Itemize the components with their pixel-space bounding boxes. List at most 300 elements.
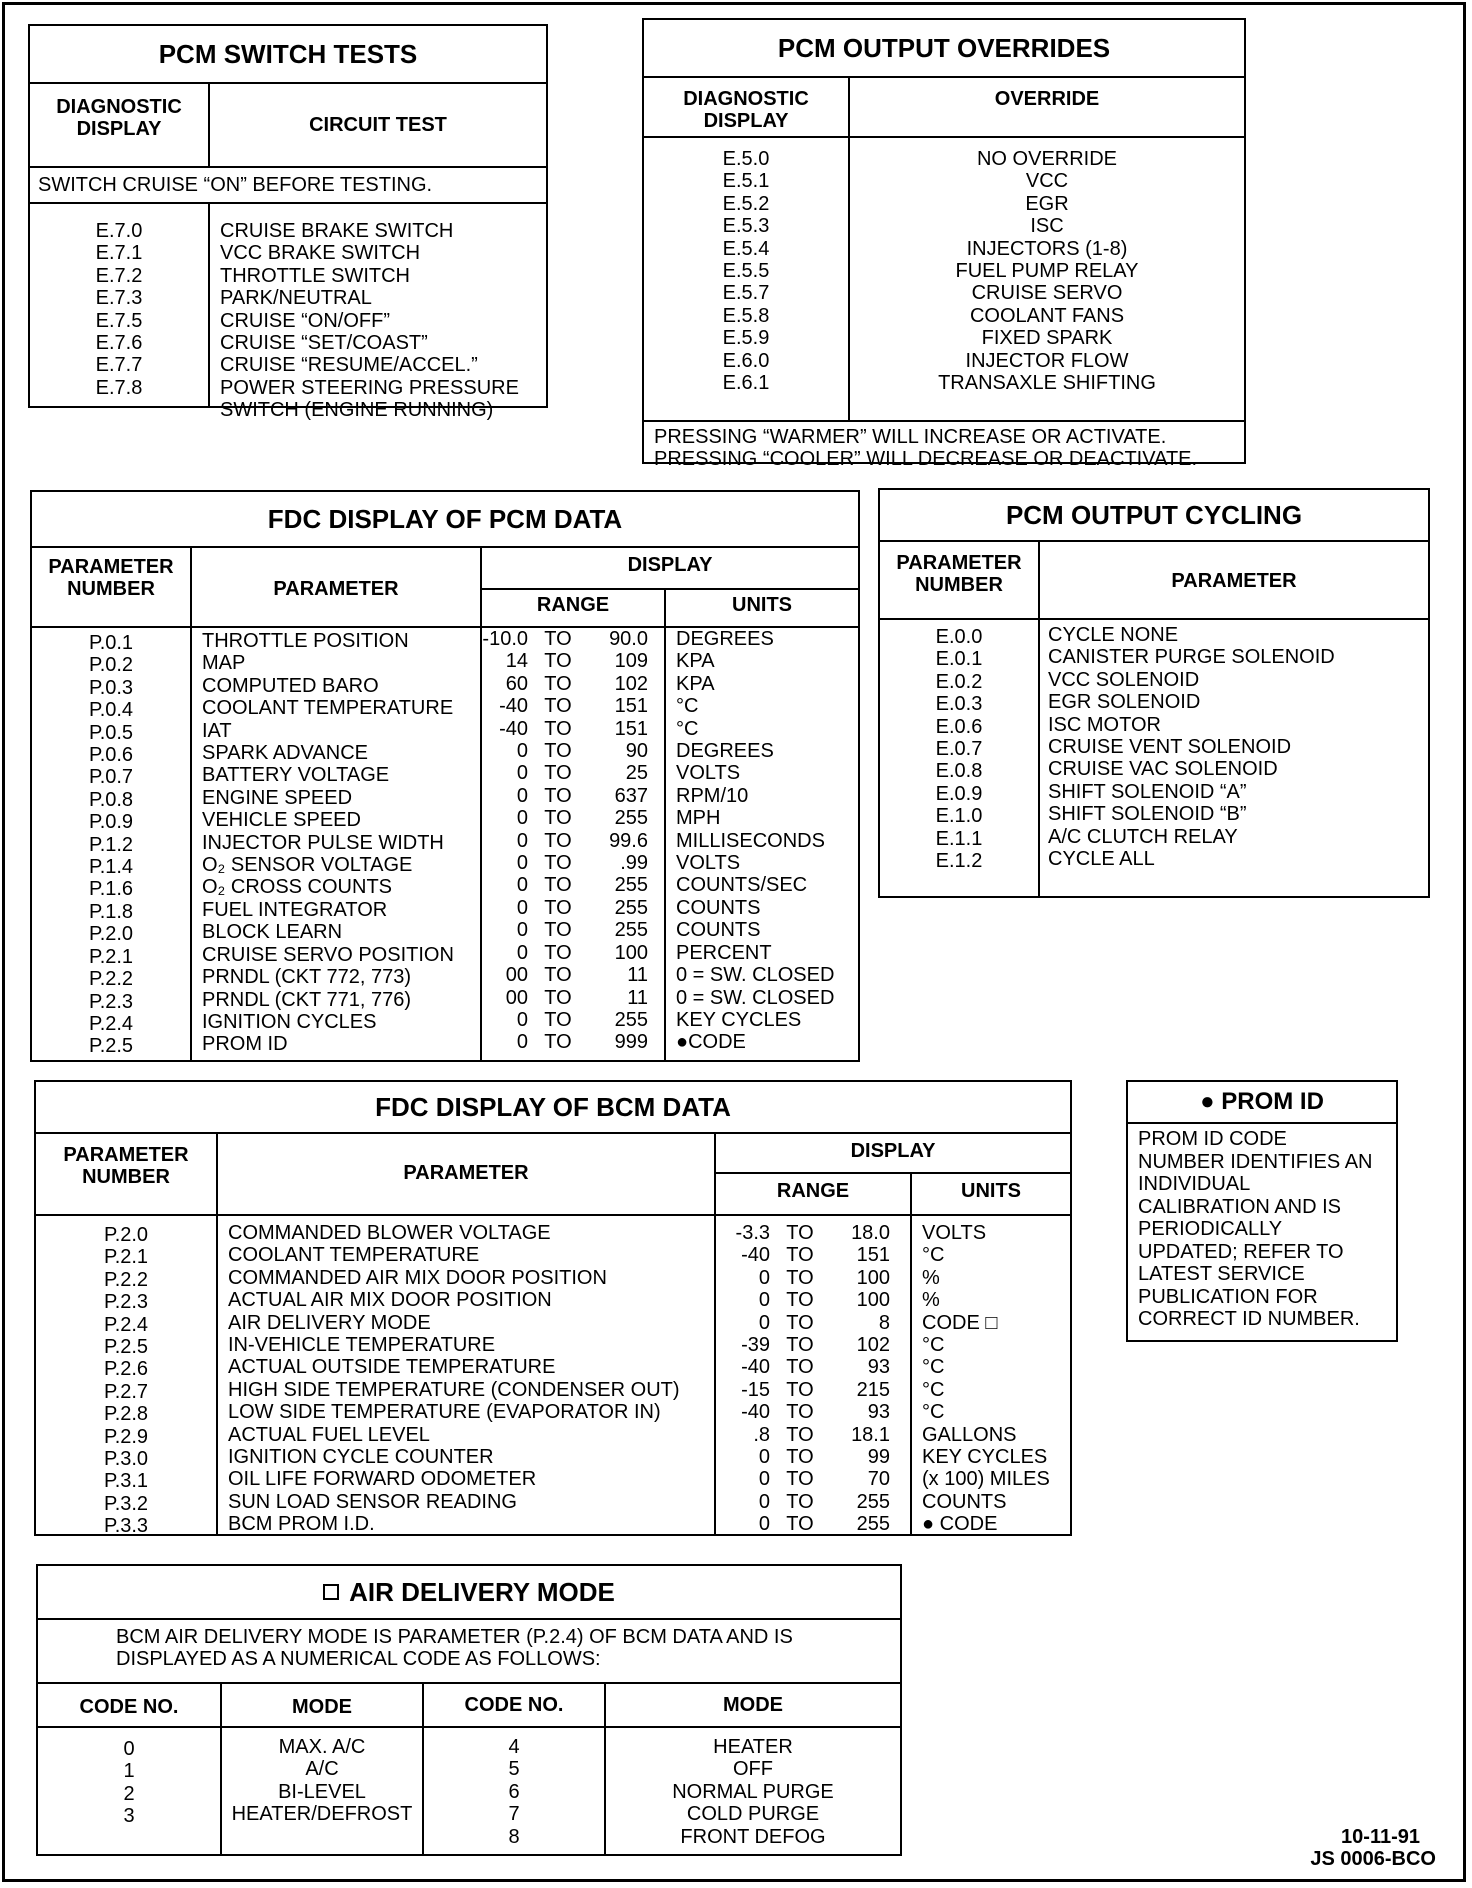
parameter-name: ENGINE SPEED: [202, 786, 353, 809]
parameter-name: COOLANT TEMPERATURE: [228, 1244, 480, 1267]
diagnostic-code: E.7.1: [95, 242, 143, 265]
range-to: TO: [544, 672, 572, 695]
parameter-name: AIR DELIVERY MODE: [228, 1311, 431, 1334]
range-to: TO: [544, 650, 572, 673]
col-header-code-no-2: CODE NO.: [464, 1694, 564, 1716]
override-name: EGR: [1025, 192, 1069, 215]
parameter-name: HIGH SIDE TEMPERATURE (CONDENSER OUT): [228, 1378, 680, 1401]
parameter-number: P.1.4: [88, 856, 134, 879]
range-low: -40: [741, 1356, 770, 1379]
range-to: TO: [786, 1468, 814, 1491]
range-low: -10.0: [482, 628, 528, 650]
parameter-name: VEHICLE SPEED: [202, 809, 361, 832]
range-to: TO: [544, 919, 572, 942]
parameter-name: IGNITION CYCLE COUNTER: [228, 1446, 494, 1469]
range-low: -40: [741, 1401, 770, 1424]
col-header-parameter: PARAMETER: [403, 1162, 529, 1184]
code-number: 1: [123, 1760, 135, 1783]
parameter-number: P.0.6: [88, 744, 134, 767]
col-header-parameter: PARAMETER: [1171, 570, 1297, 592]
units-value: VOLTS: [676, 762, 741, 785]
cycling-code: E.0.6: [935, 715, 983, 738]
parameter-name: BCM PROM I.D.: [228, 1513, 375, 1536]
col-header-parameter-number: PARAMETER NUMBER: [48, 556, 174, 600]
bcm-units-column: [922, 1222, 1050, 1536]
range-row: [722, 1424, 912, 1446]
switch-tests-column: [220, 220, 519, 422]
parameter-name: ACTUAL FUEL LEVEL: [228, 1423, 430, 1446]
override-name: FUEL PUMP RELAY: [955, 260, 1139, 283]
mode-name: MAX. A/C: [278, 1736, 366, 1758]
col-header-circuit-test: CIRCUIT TEST: [309, 114, 447, 136]
range-row: [480, 762, 664, 784]
range-to: TO: [544, 986, 572, 1009]
range-row: [722, 1312, 912, 1334]
range-row: [480, 897, 664, 919]
panel-title: FDC DISPLAY OF BCM DATA: [36, 1082, 1070, 1134]
override-name: ISC: [1030, 215, 1064, 238]
range-high: 18.0: [851, 1222, 890, 1244]
range-high: 151: [614, 717, 648, 740]
range-high: 100: [614, 941, 648, 964]
range-to: TO: [544, 896, 572, 919]
range-row: [480, 987, 664, 1009]
footer-date: 10-11-91: [1341, 1826, 1420, 1848]
override-name: INJECTORS (1-8): [966, 237, 1128, 260]
units-value: KPA: [676, 650, 715, 673]
range-low: 0: [516, 829, 528, 852]
parameter-name: ACTUAL AIR MIX DOOR POSITION: [228, 1289, 552, 1312]
mode-name: BI-LEVEL: [278, 1780, 366, 1803]
parameter-name: MAP: [202, 652, 246, 675]
range-to: TO: [544, 784, 572, 807]
units-value: °C: [922, 1356, 945, 1379]
range-to: TO: [544, 628, 572, 650]
col-header-mode-2: MODE: [723, 1694, 783, 1716]
diagnostic-code: E.7.0: [95, 220, 143, 242]
parameter-name: COMMANDED AIR MIX DOOR POSITION: [228, 1266, 607, 1289]
range-row: [722, 1491, 912, 1513]
diagnostic-code: E.5.7: [722, 282, 770, 305]
override-name: TRANSAXLE SHIFTING: [938, 372, 1156, 395]
units-value: MPH: [676, 807, 721, 830]
parameter-number: P.2.6: [103, 1358, 149, 1381]
parameter-name: COMMANDED BLOWER VOLTAGE: [228, 1222, 551, 1244]
parameter-name: CRUISE SERVO POSITION: [202, 943, 454, 966]
col-header-override: OVERRIDE: [994, 88, 1100, 110]
units-value: ● CODE: [922, 1513, 998, 1536]
bcm-parameter-names: [228, 1222, 680, 1536]
parameter-number: P.1.8: [88, 900, 134, 923]
units-value: °C: [922, 1401, 945, 1424]
range-to: TO: [544, 829, 572, 852]
units-value: PERCENT: [676, 941, 772, 964]
units-value: °C: [676, 695, 699, 718]
range-low: -3.3: [735, 1222, 770, 1244]
parameter-name: PRNDL (CKT 771, 776): [202, 988, 411, 1011]
diagnostic-code: E.5.8: [722, 304, 770, 327]
range-high: 999: [614, 1031, 648, 1054]
range-low: 0: [758, 1311, 770, 1334]
range-row: [480, 628, 664, 650]
units-value: KEY CYCLES: [922, 1446, 1048, 1469]
range-high: 215: [856, 1378, 890, 1401]
range-row: [480, 673, 664, 695]
range-high: 102: [614, 672, 648, 695]
range-low: 00: [505, 986, 528, 1009]
range-low: -39: [741, 1334, 770, 1357]
circuit-test: POWER STEERING PRESSURE: [220, 376, 519, 399]
cycling-code: E.0.3: [935, 693, 983, 716]
range-high: 151: [614, 695, 648, 718]
units-value: KPA: [676, 672, 715, 695]
units-value: °C: [676, 717, 699, 740]
range-row: [722, 1334, 912, 1356]
diagnostic-code: E.7.5: [95, 309, 143, 332]
parameter-number: P.2.3: [103, 1291, 149, 1314]
circuit-test: VCC BRAKE SWITCH: [220, 242, 421, 265]
range-low: 0: [516, 1008, 528, 1031]
air-delivery-description: BCM AIR DELIVERY MODE IS PARAMETER (P.2.4) OF BCM DATA AND IS DISPLAYED AS A NUMERICAL CODE AS FOLLOWS:: [116, 1626, 793, 1670]
panel-title: FDC DISPLAY OF PCM DATA: [32, 492, 858, 548]
diagnostic-code: E.5.1: [722, 170, 770, 193]
units-value: DEGREES: [676, 740, 774, 763]
cycling-parameter: EGR SOLENOID: [1048, 691, 1201, 714]
units-value: %: [922, 1266, 940, 1289]
mode-name: OFF: [733, 1758, 773, 1781]
range-row: [480, 852, 664, 874]
circuit-test: SWITCH (ENGINE RUNNING): [220, 399, 494, 422]
col-header-range: RANGE: [776, 1180, 850, 1202]
cycling-code: E.0.9: [935, 782, 983, 805]
parameter-number: P.0.8: [88, 788, 134, 811]
parameter-number: P.2.5: [103, 1336, 149, 1359]
range-row: [480, 807, 664, 829]
range-high: 25: [625, 762, 648, 785]
col-header-display: DISPLAY: [850, 1140, 936, 1162]
col-header-mode-1: MODE: [292, 1696, 352, 1718]
parameter-number: P.2.3: [88, 990, 134, 1013]
cycling-code: E.1.2: [935, 850, 983, 873]
override-name: CRUISE SERVO: [971, 282, 1123, 305]
range-to: TO: [544, 874, 572, 897]
units-value: GALLONS: [922, 1423, 1017, 1446]
parameter-number: P.0.7: [88, 766, 134, 789]
code-number: 0: [123, 1738, 135, 1760]
switch-codes-column: [30, 220, 208, 422]
range-high: 151: [856, 1244, 890, 1267]
parameter-number: P.1.2: [88, 833, 134, 856]
parameter-number: P.0.1: [88, 632, 134, 654]
col-header-parameter-number: PARAMETER NUMBER: [63, 1144, 189, 1188]
parameter-number: P.2.2: [88, 968, 134, 991]
units-value: °C: [922, 1244, 945, 1267]
range-low: 0: [516, 784, 528, 807]
checkbox-square-icon: [323, 1584, 339, 1600]
range-high: 99: [867, 1446, 890, 1469]
parameter-name: BLOCK LEARN: [202, 921, 343, 944]
range-to: TO: [544, 695, 572, 718]
diagnostic-code: E.5.4: [722, 237, 770, 260]
air-delivery-mode-panel: [36, 1564, 902, 1856]
override-codes-column: [644, 148, 848, 394]
diagnostic-code: E.7.7: [95, 354, 143, 377]
diagnostic-code: E.5.3: [722, 215, 770, 238]
diagnostic-code: E.6.1: [722, 372, 770, 395]
parameter-number: P.2.9: [103, 1425, 149, 1448]
units-value: COUNTS/SEC: [676, 874, 808, 897]
range-low: .8: [753, 1423, 770, 1446]
col-header-parameter-number: PARAMETER NUMBER: [896, 552, 1022, 596]
range-to: TO: [786, 1266, 814, 1289]
diagnostic-code: E.5.0: [722, 148, 770, 170]
units-value: (x 100) MILES: [922, 1468, 1050, 1491]
range-low: 60: [505, 672, 528, 695]
fdc-pcm-data-panel: [30, 490, 860, 1062]
cycling-parameter: VCC SOLENOID: [1048, 668, 1200, 691]
code-number: 4: [508, 1736, 520, 1758]
parameter-name: IN-VEHICLE TEMPERATURE: [228, 1334, 496, 1357]
circuit-test: CRUISE “SET/COAST”: [220, 332, 428, 355]
range-to: TO: [786, 1222, 814, 1244]
cycling-parameters-column: [1048, 624, 1335, 870]
range-low: 0: [758, 1490, 770, 1513]
range-row: [480, 695, 664, 717]
diagnostic-code: E.7.3: [95, 287, 143, 310]
parameter-number: P.3.2: [103, 1492, 149, 1515]
range-row: [480, 919, 664, 941]
range-high: 99.6: [609, 829, 648, 852]
parameter-number: P.3.1: [103, 1470, 149, 1493]
range-high: 90.0: [609, 628, 648, 650]
units-value: KEY CYCLES: [676, 1008, 802, 1031]
range-low: 0: [516, 896, 528, 919]
mode-name: HEATER: [713, 1736, 793, 1758]
range-to: TO: [786, 1356, 814, 1379]
units-value: COUNTS: [676, 896, 761, 919]
parameter-number: P.2.8: [103, 1403, 149, 1426]
circuit-test: CRUISE BRAKE SWITCH: [220, 220, 454, 242]
parameter-name: IAT: [202, 719, 232, 742]
parameter-name: BATTERY VOLTAGE: [202, 764, 390, 787]
range-row: [722, 1513, 912, 1535]
override-name: INJECTOR FLOW: [965, 349, 1129, 372]
range-high: 93: [867, 1356, 890, 1379]
range-low: 0: [758, 1446, 770, 1469]
range-to: TO: [544, 762, 572, 785]
diagnostic-code: E.7.6: [95, 332, 143, 355]
parameter-name: O₂ CROSS COUNTS: [202, 876, 392, 899]
parameter-name: PROM ID: [202, 1033, 288, 1056]
bcm-range-column: [722, 1222, 912, 1536]
range-row: [722, 1267, 912, 1289]
cycling-code: E.1.0: [935, 805, 983, 828]
range-high: 255: [614, 807, 648, 830]
col-header-parameter: PARAMETER: [273, 578, 399, 600]
air-delivery-codes-right: [424, 1736, 604, 1848]
range-high: 255: [856, 1490, 890, 1513]
cycling-parameter: SHIFT SOLENOID “B”: [1048, 803, 1247, 826]
air-delivery-title: [38, 1566, 900, 1620]
parameter-name: COMPUTED BARO: [202, 674, 379, 697]
range-high: 637: [614, 784, 648, 807]
cycling-parameter: CRUISE VENT SOLENOID: [1048, 736, 1292, 759]
air-delivery-codes-left: [38, 1738, 220, 1828]
parameter-number: P.2.0: [103, 1224, 149, 1246]
parameter-name: SPARK ADVANCE: [202, 742, 368, 765]
pcm-output-cycling-panel: [878, 488, 1430, 898]
range-low: 0: [516, 1031, 528, 1054]
override-name: FIXED SPARK: [981, 327, 1113, 350]
range-to: TO: [544, 740, 572, 763]
range-high: 102: [856, 1334, 890, 1357]
pcm-parameter-names: [202, 630, 454, 1056]
diagnostic-code: E.6.0: [722, 349, 770, 372]
range-to: TO: [786, 1446, 814, 1469]
range-low: 0: [516, 852, 528, 875]
parameter-number: P.0.2: [88, 654, 134, 677]
cycling-parameter: CYCLE NONE: [1048, 624, 1179, 646]
range-low: 0: [516, 807, 528, 830]
cycling-code: E.0.2: [935, 670, 983, 693]
override-list-column: [850, 148, 1244, 394]
range-low: -40: [741, 1244, 770, 1267]
pcm-output-overrides-panel: [642, 18, 1246, 470]
range-row: [722, 1222, 912, 1244]
range-low: 0: [516, 874, 528, 897]
range-to: TO: [544, 1008, 572, 1031]
range-high: .99: [620, 852, 648, 875]
parameter-name: LOW SIDE TEMPERATURE (EVAPORATOR IN): [228, 1401, 661, 1424]
cycling-parameter: SHIFT SOLENOID “A”: [1048, 780, 1247, 803]
cycling-parameter: CYCLE ALL: [1048, 848, 1155, 871]
range-low: -40: [499, 717, 528, 740]
switch-tests-note: SWITCH CRUISE “ON” BEFORE TESTING.: [38, 174, 433, 196]
panel-title: PCM OUTPUT CYCLING: [880, 490, 1428, 542]
panel-title: PCM OUTPUT OVERRIDES: [644, 20, 1244, 78]
range-low: -15: [741, 1378, 770, 1401]
mode-name: A/C: [305, 1758, 339, 1781]
circuit-test: CRUISE “ON/OFF”: [220, 309, 390, 332]
override-name: NO OVERRIDE: [976, 148, 1118, 170]
range-high: 255: [614, 919, 648, 942]
cycling-parameter: CRUISE VAC SOLENOID: [1048, 758, 1278, 781]
range-to: TO: [786, 1378, 814, 1401]
fdc-bcm-data-panel: [34, 1080, 1072, 1536]
range-row: [722, 1356, 912, 1378]
pcm-units-column: [676, 628, 834, 1054]
units-value: COUNTS: [676, 919, 761, 942]
parameter-name: IGNITION CYCLES: [202, 1010, 377, 1033]
parameter-number: P.0.9: [88, 811, 134, 834]
units-value: 0 = SW. CLOSED: [676, 964, 835, 987]
range-high: 255: [856, 1513, 890, 1536]
range-high: 8: [878, 1311, 890, 1334]
parameter-number: P.2.4: [103, 1313, 149, 1336]
range-to: TO: [786, 1423, 814, 1446]
parameter-number: P.0.3: [88, 676, 134, 699]
range-high: 93: [867, 1401, 890, 1424]
range-high: 11: [627, 986, 648, 1009]
range-low: 14: [505, 650, 528, 673]
parameter-number: P.3.0: [103, 1448, 149, 1471]
range-row: [480, 942, 664, 964]
panel-title: PCM SWITCH TESTS: [30, 26, 546, 84]
col-header-units: UNITS: [961, 1180, 1021, 1202]
range-to: TO: [544, 1031, 572, 1054]
code-number: 8: [508, 1825, 520, 1848]
range-row: [480, 964, 664, 986]
range-to: TO: [544, 941, 572, 964]
cycling-parameter: A/C CLUTCH RELAY: [1048, 825, 1238, 848]
range-low: 0: [758, 1266, 770, 1289]
col-header-diagnostic-display: DIAGNOSTIC DISPLAY: [683, 88, 809, 132]
range-low: 0: [516, 941, 528, 964]
pcm-range-column: [480, 628, 664, 1054]
range-low: 0: [516, 762, 528, 785]
range-to: TO: [786, 1334, 814, 1357]
col-header-diagnostic-display: DIAGNOSTIC DISPLAY: [56, 96, 182, 140]
units-value: CODE □: [922, 1311, 998, 1334]
parameter-name: COOLANT TEMPERATURE: [202, 697, 454, 720]
range-to: TO: [786, 1244, 814, 1267]
override-name: VCC: [1025, 170, 1069, 193]
override-instructions: PRESSING “WARMER” WILL INCREASE OR ACTIVATE. PRESSING “COOLER” WILL DECREASE OR DEACTIVATE.: [654, 426, 1198, 470]
units-value: MILLISECONDS: [676, 829, 825, 852]
parameter-number: P.1.6: [88, 878, 134, 901]
parameter-name: FUEL INTEGRATOR: [202, 898, 388, 921]
code-number: 7: [508, 1803, 520, 1826]
range-high: 90: [625, 740, 648, 763]
range-to: TO: [786, 1311, 814, 1334]
range-row: [722, 1379, 912, 1401]
mode-name: NORMAL PURGE: [672, 1780, 834, 1803]
prom-id-panel: [1126, 1080, 1398, 1342]
panel-title: ● PROM ID: [1128, 1082, 1396, 1124]
col-header-range: RANGE: [536, 594, 610, 616]
col-header-display: DISPLAY: [627, 554, 713, 576]
diagnostic-code: E.5.9: [722, 327, 770, 350]
cycling-codes-column: [880, 626, 1038, 872]
circuit-test: THROTTLE SWITCH: [220, 264, 410, 287]
range-row: [722, 1401, 912, 1423]
bcm-parameter-numbers: [36, 1224, 216, 1538]
parameter-number: P.2.0: [88, 923, 134, 946]
diagnostic-code: E.7.8: [95, 376, 143, 399]
range-to: TO: [544, 717, 572, 740]
units-value: %: [922, 1289, 940, 1312]
diagnostic-code: E.5.2: [722, 192, 770, 215]
circuit-test: PARK/NEUTRAL: [220, 287, 372, 310]
footer-doc-id: JS 0006-BCO: [1310, 1848, 1436, 1870]
parameter-name: PRNDL (CKT 772, 773): [202, 966, 411, 989]
parameter-number: P.2.1: [88, 945, 134, 968]
range-high: 70: [867, 1468, 890, 1491]
parameter-name: THROTTLE POSITION: [202, 630, 409, 652]
col-header-code-no-1: CODE NO.: [79, 1696, 179, 1718]
units-value: 0 = SW. CLOSED: [676, 986, 835, 1009]
units-value: ●CODE: [676, 1031, 746, 1054]
pcm-parameter-numbers: [32, 632, 190, 1058]
range-row: [480, 830, 664, 852]
diagnostic-code: E.7.2: [95, 264, 143, 287]
range-row: [480, 1009, 664, 1031]
range-high: 18.1: [851, 1423, 890, 1446]
parameter-name: O₂ SENSOR VOLTAGE: [202, 854, 413, 877]
code-number: 5: [508, 1758, 520, 1781]
cycling-code: E.0.0: [935, 626, 983, 648]
air-delivery-modes-right: [606, 1736, 900, 1848]
